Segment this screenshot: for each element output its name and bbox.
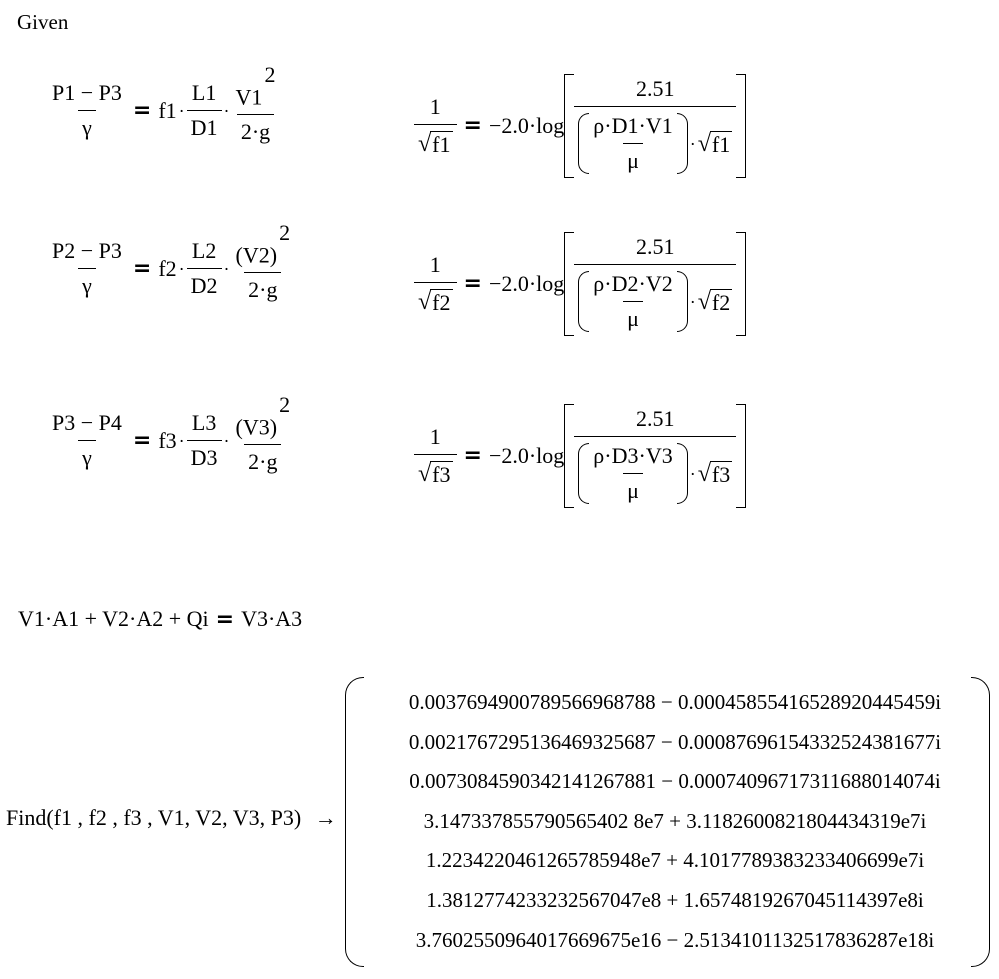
equals-sign: = [463,271,482,296]
dot-operator: · [223,430,230,451]
matrix-left-paren [345,677,364,967]
darcy-equation [48,62,279,145]
result-matrix [345,677,990,967]
arrow-icon: → [314,805,337,830]
sqrt-icon: √ [697,289,711,315]
equals-sign: = [132,255,152,281]
inverse-sqrt-fraction: 1 √ f1 [414,96,457,156]
darcy-equation [48,392,294,475]
equals-sign: = [132,97,152,123]
pressure-fraction: $\frac{P3 - P4}{\gamma}$ [52,410,122,471]
matrix-row: 0.0021767295136469325687 − 0.00087696154332524381677i [408,729,942,754]
find-expression [6,805,337,831]
log-coefficient: −2.0·log [488,113,565,138]
colebrook-equation [414,232,746,336]
colebrook-equation [414,74,746,178]
colebrook-equation [414,404,746,508]
dot-operator: · [178,100,185,121]
dot-operator: · [178,258,185,279]
length-diameter-fraction: $\frac{L1}{D1}$ [187,82,222,139]
equals-sign: = [463,113,482,138]
log-argument: 2.51 $\frac{\rho\cdot D1\cdot V1}{\mu}$ · √ f1 [574,74,736,178]
log-bracket [564,404,746,508]
find-call: Find(f1 , f2 , f3 , V1, V2, V3, P3) [6,805,302,830]
matrix-right-paren [971,677,990,967]
length-diameter-fraction: $\frac{L3}{D3}$ [187,412,222,469]
equals-sign: = [463,443,482,468]
log-coefficient: −2.0·log [488,443,565,468]
matrix-row: 0.0037694900789566968788 − 0.00045855416528920445459i [408,690,942,714]
velocity-head-fraction: $\frac{V1^2}{2\cdot g}$ [235,62,276,145]
matrix-row: 3.147337855790565402 8e7 + 3.1182600821804434319e7i [423,808,927,833]
equals-sign: = [215,606,235,632]
dot-operator: · [223,258,230,279]
continuity-equation [18,606,302,632]
continuity-rhs: V3·A3 [241,606,303,631]
pressure-fraction: $\frac{P2 - P3}{\gamma}$ [52,238,122,299]
sqrt-icon: √ [697,461,711,487]
darcy-equation [48,220,294,303]
matrix-row: 1.3812774233232567047e8 + 1.6574819267045114397e8i [426,887,924,912]
matrix-row: 1.2234220461265785948e7 + 4.1017789383233406699e7i [425,848,925,873]
sqrt-icon: √ [418,461,432,487]
friction-factor: f2 [158,255,177,281]
sqrt-icon: √ [418,131,432,157]
sqrt-icon: √ [697,131,711,157]
velocity-head-fraction: $\frac{(V3)^2}{2\cdot g}$ [235,392,291,475]
log-bracket [564,232,746,336]
log-coefficient: −2.0·log [488,271,565,296]
matrix-row: 3.7602550964017669675e16 − 2.5134101132517836287e18i [415,927,935,952]
velocity-head-fraction: $\frac{(V2)^2}{2\cdot g}$ [235,220,291,303]
log-bracket [564,74,746,178]
given-label: Given [17,10,69,34]
matrix-row: 0.0073084590342141267881 − 0.00074096717311688014074i [409,769,941,794]
length-diameter-fraction: $\frac{L2}{D2}$ [187,240,222,297]
friction-factor: f1 [158,97,177,123]
pressure-fraction: $\frac{P1 - P3}{\gamma}$ [52,80,122,141]
friction-factor: f3 [158,427,177,453]
equals-sign: = [132,427,152,453]
log-argument: 2.51 $\frac{\rho\cdot D3\cdot V3}{\mu}$ · √ f3 [574,404,736,508]
log-argument: 2.51 $\frac{\rho\cdot D2\cdot V2}{\mu}$ · √ f2 [574,232,736,336]
inverse-sqrt-fraction: 1 √ f3 [414,426,457,486]
sqrt-icon: √ [418,289,432,315]
dot-operator: · [178,430,185,451]
inverse-sqrt-fraction: 1 √ f2 [414,254,457,314]
continuity-lhs: V1·A1 + V2·A2 + Qi [18,606,209,631]
dot-operator: · [223,100,230,121]
